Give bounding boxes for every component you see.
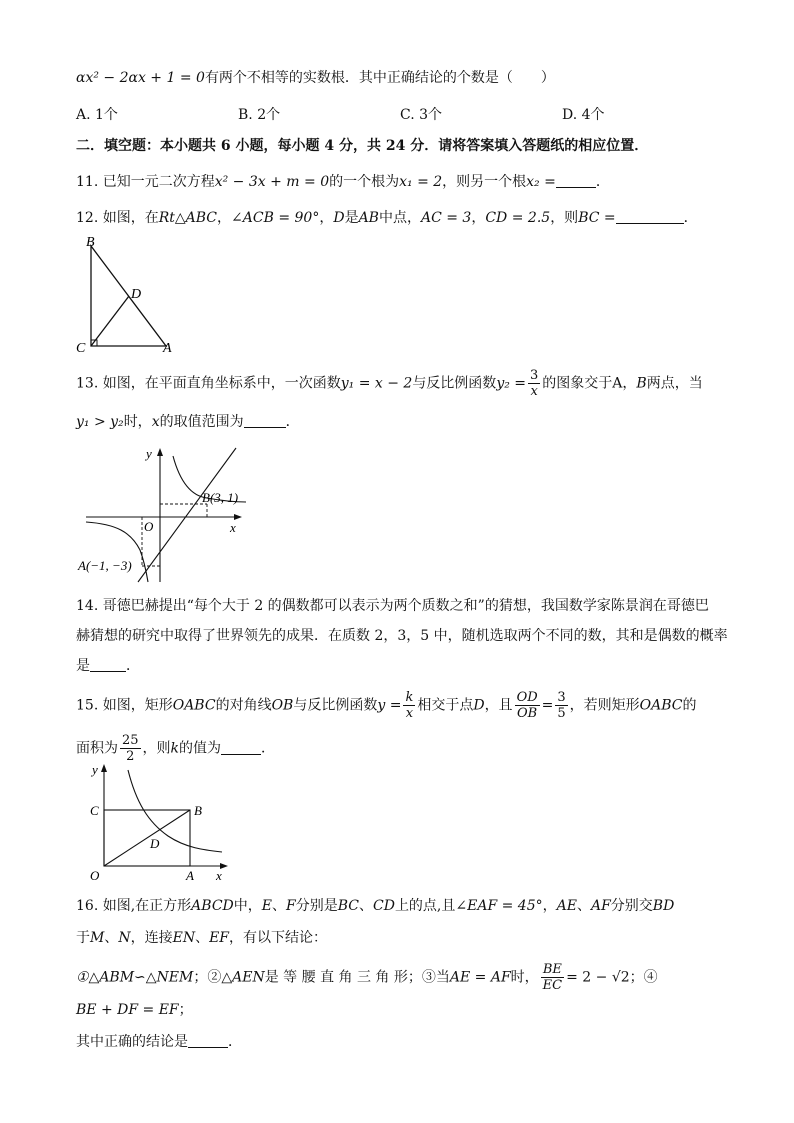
- q15-text: 面积为: [76, 740, 118, 757]
- q16-line1: [76, 896, 674, 916]
- q13: [76, 368, 703, 399]
- q16-text: 、: [272, 898, 287, 914]
- q12-answer-blank[interactable]: [616, 209, 684, 224]
- q15-text: ，则: [142, 740, 171, 757]
- q15-area-num: 25: [122, 733, 139, 748]
- q15-area: [120, 733, 141, 764]
- q16-ae: AE: [556, 898, 577, 914]
- q15-d: D: [473, 697, 485, 714]
- q11-text: 的一个根为: [329, 174, 400, 190]
- q16-line2: [76, 928, 327, 948]
- q15-k-fraction: [403, 690, 415, 721]
- q16-square: ABCD: [191, 898, 234, 914]
- q15-ratio-num: OD: [516, 690, 538, 705]
- q13-label-o: O: [144, 519, 154, 534]
- q13-text: 13. 如图，在平面直角坐标系中，一次函数: [76, 375, 341, 392]
- q12-text: ，: [471, 210, 486, 226]
- q16-conclusion-1: ①△ABM∽△NEM: [76, 969, 194, 986]
- q16-text: ；④: [629, 969, 658, 986]
- q12-label-b: B: [86, 235, 95, 250]
- q16-m: M: [90, 930, 105, 946]
- q15-ratio-den: OB: [517, 706, 538, 721]
- q11: [76, 172, 610, 192]
- q15-answer-blank[interactable]: [221, 740, 261, 755]
- q16-ratio: [541, 962, 564, 993]
- q16-f: F: [286, 898, 296, 914]
- q13-label-b: B(3, 1): [202, 490, 239, 505]
- q15-label-c: C: [90, 803, 99, 818]
- q16-end: ．: [228, 1034, 242, 1050]
- q15-line2: [76, 733, 275, 764]
- q10-option-b: B. 2个: [238, 107, 281, 123]
- q15-area-den: 2: [126, 749, 135, 764]
- q16-ratio-value: = 2 − √2: [566, 969, 630, 986]
- q16-text: 上的点,且: [394, 898, 456, 914]
- q11-equation: x² − 3x + m = 0: [214, 174, 330, 190]
- q13-label-a: A(−1, −3): [78, 558, 132, 573]
- q15-text: 相交于点: [417, 697, 474, 714]
- q15-text: 与反比例函数: [293, 697, 378, 714]
- q15-figure: [86, 762, 236, 886]
- q13-x: x: [151, 414, 160, 430]
- q12-text: ，: [319, 210, 334, 226]
- q10-option-a: A. 1个: [76, 107, 118, 123]
- q16-text: ，: [542, 898, 557, 914]
- q13-frac-num: 3: [530, 368, 539, 383]
- q16-text: 、: [576, 898, 591, 914]
- q16-conclusion-2: △AEN: [221, 969, 265, 986]
- q10-equation: αx² − 2αx + 1 = 0: [76, 70, 205, 86]
- q14-line1: 14. 哥德巴赫提出“每个大于 2 的偶数都可以表示为两个质数之和”的猜想，我国数学家陈景润在哥德巴: [76, 598, 709, 614]
- q16-bc: BC: [337, 898, 359, 914]
- q16-text: 、: [195, 930, 210, 946]
- q16-ef: EF: [209, 930, 230, 946]
- q16-n: N: [118, 930, 131, 946]
- q13-text: 的图象交于: [542, 375, 613, 392]
- q14-line3: [76, 656, 140, 676]
- q10-option-c: C. 3个: [400, 107, 443, 123]
- q13-y2: y₂ =: [496, 375, 527, 392]
- q15-label-x: x: [216, 868, 222, 883]
- q12-label-a: A: [163, 341, 172, 356]
- q13-text: 两点，当: [646, 375, 703, 392]
- q16-text: 时，: [510, 969, 539, 986]
- q15-eq: =: [541, 697, 554, 714]
- q12-text: 中点，: [378, 210, 421, 226]
- q12-end: ．: [683, 210, 698, 226]
- q13-end: ．: [285, 414, 300, 430]
- q12-bc: BC =: [578, 210, 616, 226]
- q16-text: ，有以下结论：: [229, 930, 328, 946]
- q14-text: 是: [76, 658, 90, 674]
- q16-conclusion-3: AE = AF: [449, 969, 511, 986]
- q15-rect2: OABC: [639, 697, 683, 714]
- q12-ab: AB: [358, 210, 379, 226]
- q16-text: 中，: [233, 898, 262, 914]
- q12-text: ，则: [550, 210, 579, 226]
- q11-answer-blank[interactable]: [556, 173, 596, 188]
- q16-en: EN: [172, 930, 196, 946]
- q16-answer-blank[interactable]: [188, 1033, 228, 1048]
- q16-e: E: [261, 898, 273, 914]
- q14-line2: 赫猜想的研究中取得了世界领先的成果．在质数 2，3，5 中，随机选取两个不同的数，其和是偶数的概率: [76, 628, 728, 644]
- q15-ob: OB: [271, 697, 294, 714]
- q13-figure: [76, 442, 266, 584]
- q16-text: ；: [178, 1002, 193, 1018]
- q11-other-root: x₂ =: [526, 174, 556, 190]
- q16-text: 、: [359, 898, 373, 914]
- q16-text: 分别是: [295, 898, 338, 914]
- q12-label-d: D: [131, 287, 142, 302]
- q13-label-y: y: [146, 446, 152, 461]
- q12-angle: ∠ACB = 90°: [231, 210, 320, 226]
- q14-answer-blank[interactable]: [90, 657, 126, 672]
- q10-text: 有两个不相等的实数根．其中正确结论的个数是（ ）: [204, 70, 555, 86]
- q16-cd: CD: [373, 898, 395, 914]
- q16-be: BE: [542, 962, 562, 977]
- q12-ac: AC = 3: [420, 210, 472, 226]
- q16-text: 于: [76, 930, 90, 946]
- q15-value-num: 3: [557, 690, 566, 705]
- q15-text: 的对角线: [215, 697, 272, 714]
- q15-end: ．: [261, 740, 276, 757]
- q16-text: 分别交: [610, 898, 653, 914]
- q12-triangle: Rt△ABC: [158, 210, 218, 226]
- q12-text: 是: [344, 210, 359, 226]
- q16-text: ；②: [193, 969, 222, 986]
- section-heading: 二．填空题：本小题共 6 小题，每小题 4 分，共 24 分．请将答案填入答题纸的相应位置．: [76, 138, 649, 154]
- q15-value-den: 5: [557, 706, 566, 721]
- q11-root: x₁ = 2: [399, 174, 443, 190]
- q15-label-d: D: [150, 836, 160, 851]
- q16-conclusion-4: BE + DF = EF: [76, 1002, 179, 1018]
- q13-text: 与反比例函数: [412, 375, 497, 392]
- q16-line3: [76, 962, 658, 993]
- q15-label-y: y: [92, 762, 98, 777]
- q11-text: 11. 已知一元二次方程: [76, 174, 215, 190]
- q12-text: 12. 如图，在: [76, 210, 159, 226]
- q15-text: ，且: [484, 697, 513, 714]
- q16-line4: [76, 1000, 193, 1020]
- q15-value: [555, 690, 567, 721]
- q15-rect: OABC: [172, 697, 216, 714]
- q13-line2: [76, 412, 300, 432]
- q16-text: 是 等 腰 直 角 三 角 形；③当: [264, 969, 450, 986]
- q13-b: B: [636, 375, 647, 392]
- q16-text: 16. 如图,在正方形: [76, 898, 192, 914]
- q15-y: y =: [377, 697, 402, 714]
- q14-end: ．: [126, 658, 140, 674]
- q16-angle: ∠EAF = 45°: [455, 898, 543, 914]
- q13-answer-blank[interactable]: [244, 413, 286, 428]
- q12: [76, 208, 698, 228]
- q16-text: 、: [104, 930, 119, 946]
- q13-condition: y₁ > y₂: [76, 414, 124, 430]
- q16-line5: [76, 1032, 242, 1052]
- q15: [76, 690, 697, 721]
- q15-label-o: O: [90, 868, 100, 883]
- q13-label-x: x: [230, 520, 236, 535]
- q13-text: 时，: [123, 414, 152, 430]
- q12-point-d: D: [333, 210, 345, 226]
- q16-ec: EC: [542, 978, 563, 993]
- q11-end: ．: [595, 174, 610, 190]
- q10-option-d: D. 4个: [562, 107, 605, 123]
- q16-text: ，连接: [130, 930, 173, 946]
- q15-label-a: A: [186, 868, 194, 883]
- q15-label-b: B: [194, 803, 202, 818]
- q15-k-den: x: [405, 706, 414, 721]
- q12-label-c: C: [76, 341, 86, 356]
- q16-text: 其中正确的结论是: [76, 1034, 188, 1050]
- q16-bd: BD: [652, 898, 675, 914]
- q11-text: ，则另一个根: [442, 174, 527, 190]
- q13-text: ，: [622, 375, 637, 392]
- q12-cd: CD = 2.5: [485, 210, 551, 226]
- q12-figure: [74, 232, 184, 356]
- q15-ratio: [515, 690, 540, 721]
- q15-text: 的: [682, 697, 697, 714]
- q16-af: AF: [590, 898, 611, 914]
- q13-a: A: [612, 375, 623, 392]
- q13-frac-den: x: [530, 384, 538, 399]
- q13-y1: y₁ = x − 2: [340, 375, 413, 392]
- q12-text: ，: [217, 210, 232, 226]
- q15-k-num: k: [405, 690, 414, 705]
- q10-tail: [76, 68, 555, 88]
- q15-k: k: [170, 740, 180, 757]
- q15-text: 15. 如图，矩形: [76, 697, 173, 714]
- q13-text: 的取值范围为: [159, 414, 244, 430]
- q15-text: ，若则矩形: [569, 697, 640, 714]
- q13-fraction: [528, 368, 540, 399]
- q15-text: 的值为: [179, 740, 222, 757]
